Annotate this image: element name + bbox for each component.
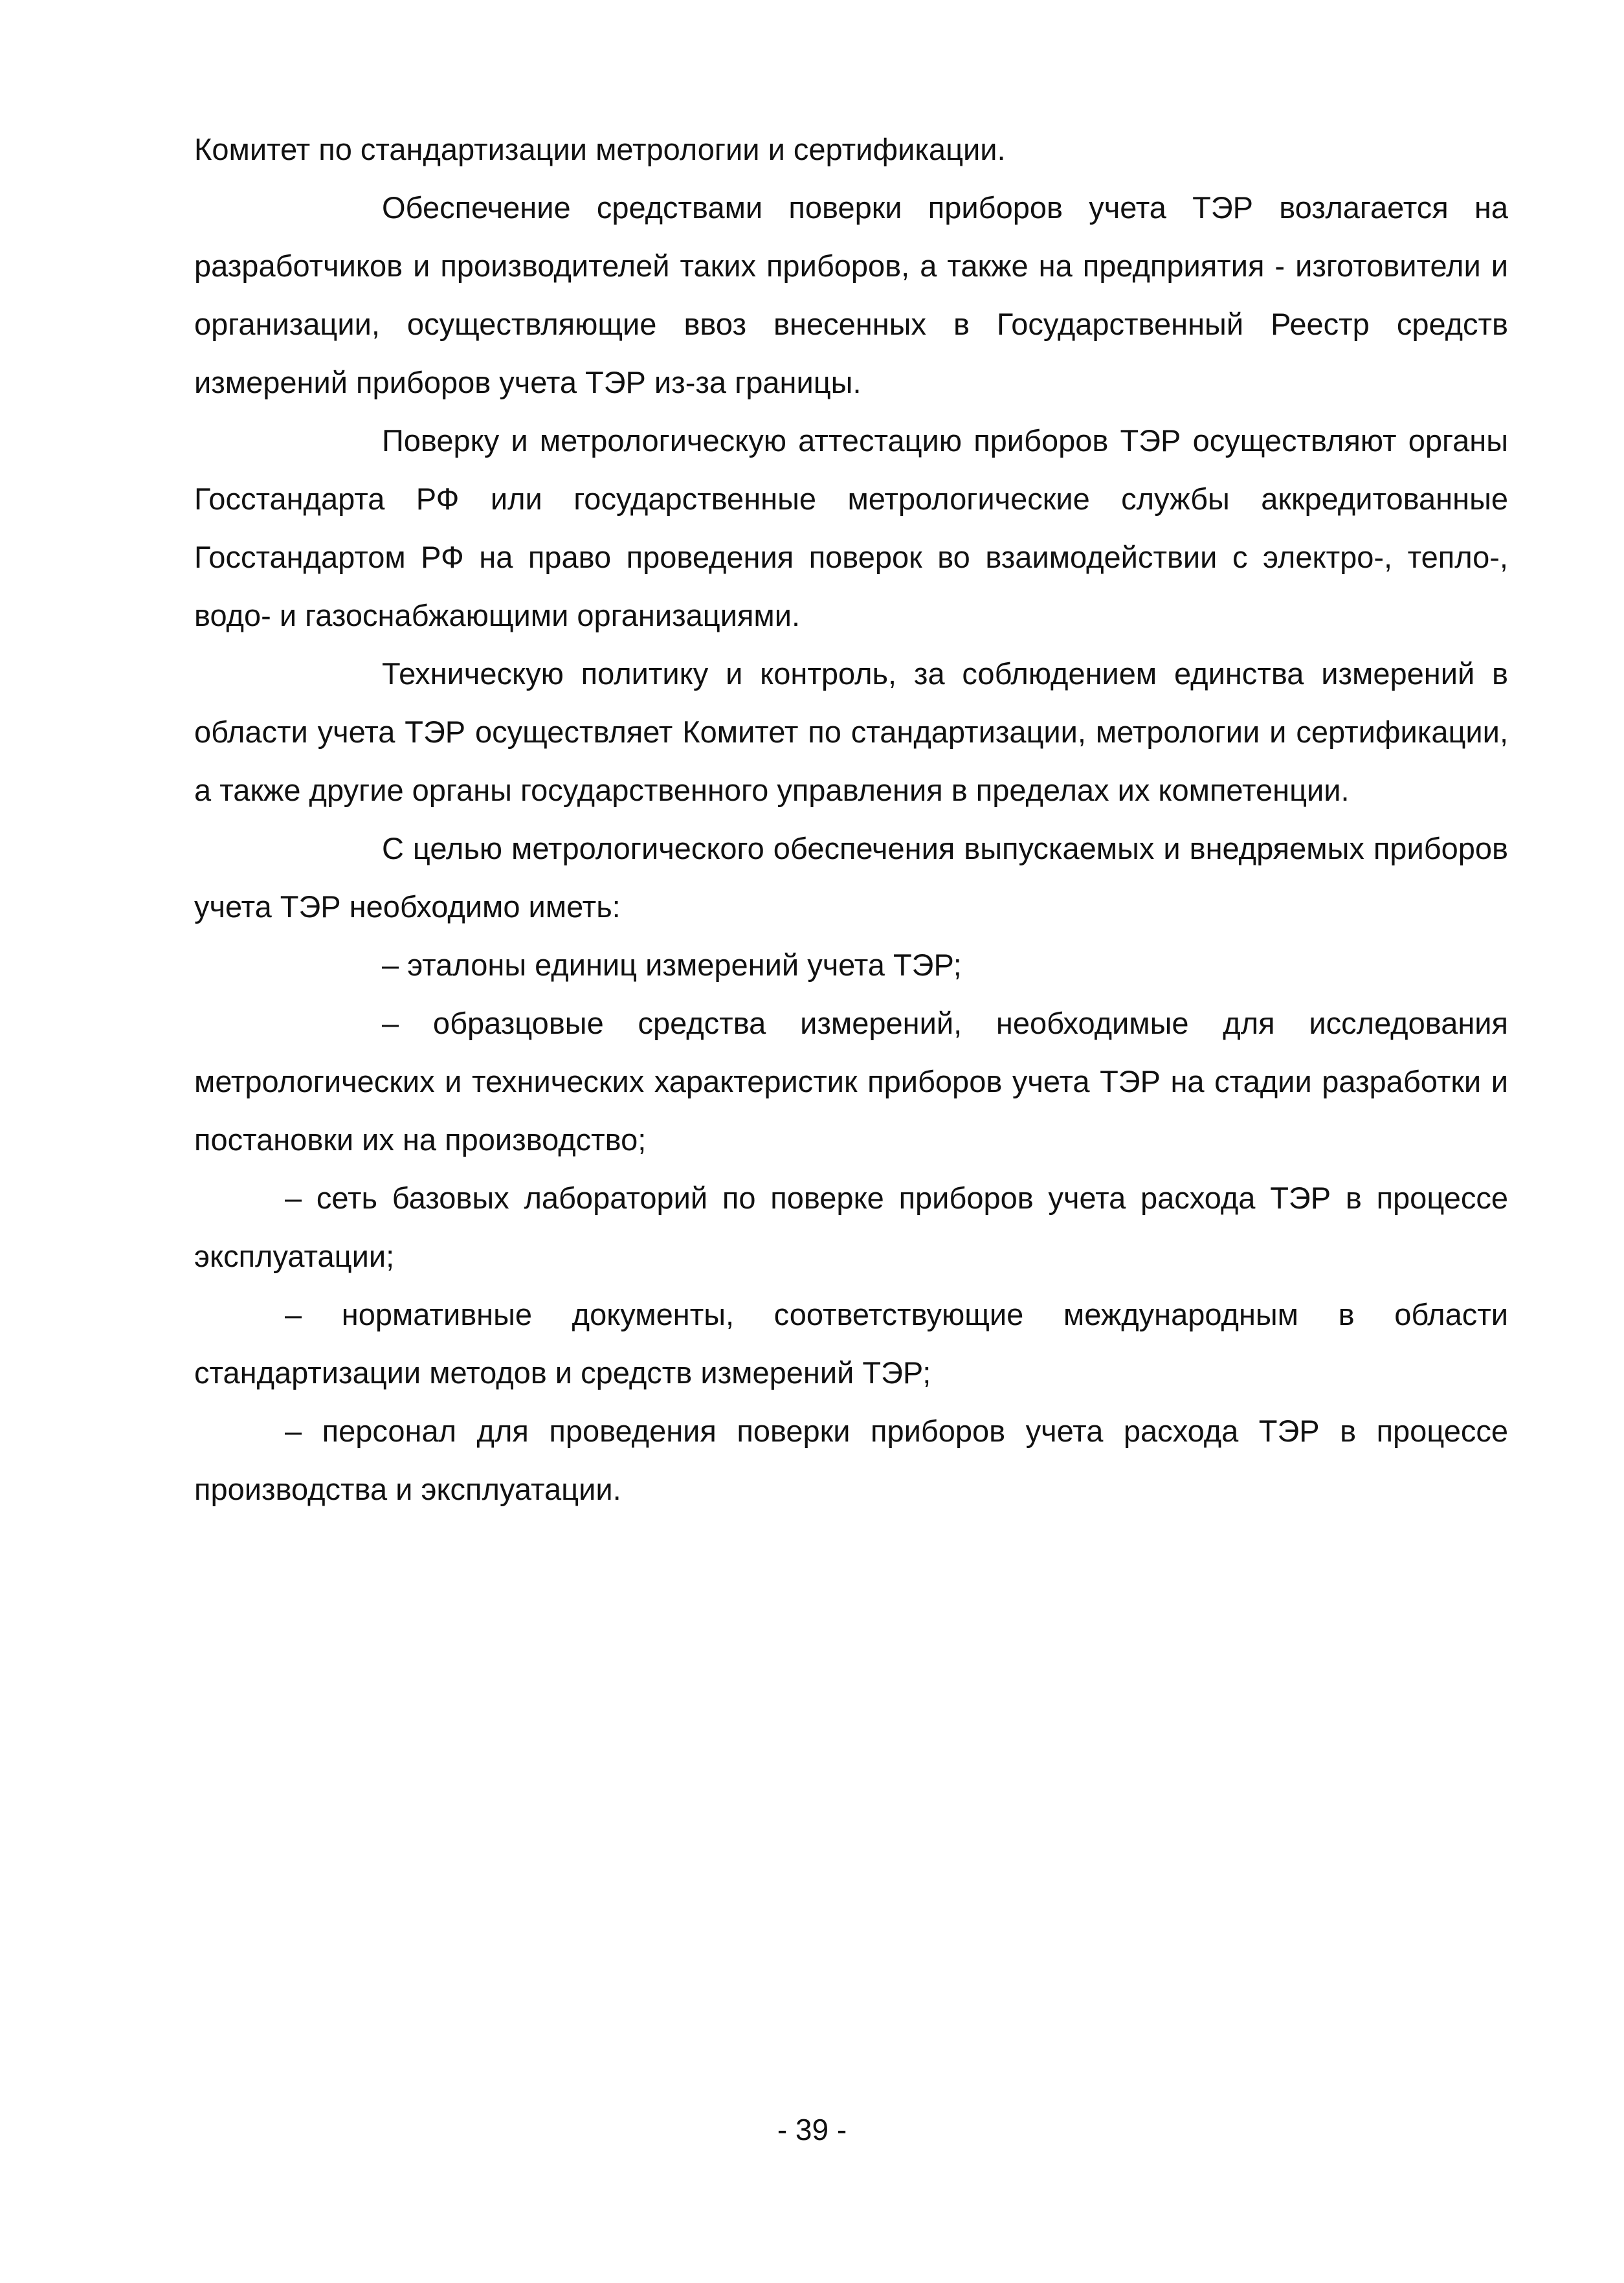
body-text [194,120,1508,1519]
paragraph-verification-attestation: Поверку и метрологическую аттестацию приборов ТЭР осуществляют органы Госстандарта РФ или государственные метрологические службы аккредитованные Госстандартом РФ на право проведения поверок во взаимодействии с электро-, тепло-, водо- и газоснабжающими организациями. [194,423,1508,632]
page-number: - 39 - [777,2113,847,2146]
paragraph-metrological-support: С целью метрологического обеспечения выпускаемых и внедряемых приборов учета ТЭР необходимо иметь: [194,831,1508,924]
list-item-reference-instruments: – образцовые средства измерений, необходимые для исследования метрологических и технических характеристик приборов учета ТЭР на стадии разработки и постановки их на производство; [194,1006,1508,1157]
paragraph-technical-policy: Техническую политику и контроль, за соблюдением единства измерений в области учета ТЭР осуществляет Комитет по стандартизации, метрологии и сертификации, а также другие органы государственного управления в пределах их компетенции. [194,656,1508,807]
list-item-normative-documents: – нормативные документы, соответствующие международным в области стандартизации методов и средств измерений ТЭР; [194,1297,1508,1390]
list-item-standards: – эталоны единиц измерений учета ТЭР; [382,948,962,982]
paragraph-committee-line: Комитет по стандартизации метрологии и сертификации. [194,132,1006,166]
list-item-base-laboratories: – сеть базовых лабораторий по поверке приборов учета расхода ТЭР в процессе эксплуатации; [194,1181,1508,1273]
paragraph-verification-means: Обеспечение средствами поверки приборов учета ТЭР возлагается на разработчиков и производителей таких приборов, а также на предприятия - изготовители и организации, осуществляющие ввоз внесенных в Государственный Реестр средств измерений приборов учета ТЭР из-за границы. [194,190,1508,399]
list-item-personnel: – персонал для проведения поверки приборов учета расхода ТЭР в процессе производства и эксплуатации. [194,1414,1508,1506]
